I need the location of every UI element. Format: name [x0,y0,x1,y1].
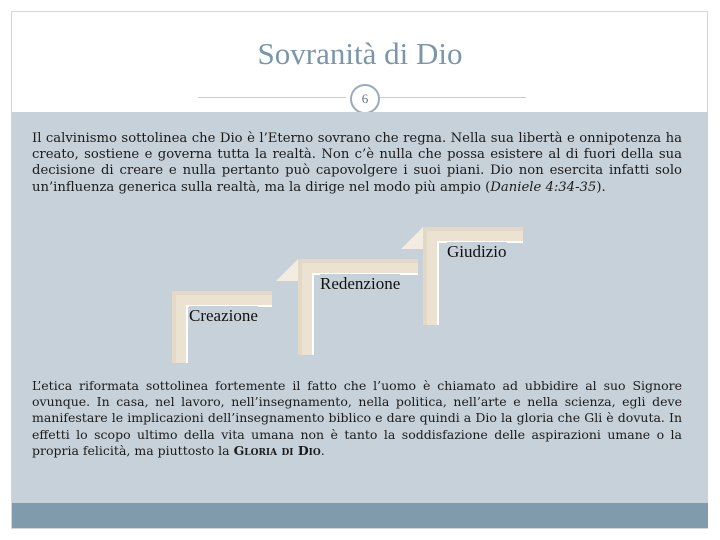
step-creazione [172,291,272,363]
step-label-creazione: Creazione [189,306,258,325]
ethics-text: L’etica riformata sottolinea fortemente il fatto che l’uomo è chiamato ad ubbidire al suo Signore ovunque. In casa, nel lavoro, nell’insegnamento, nella politica, nell’arte e nella scienza, egli deve manifestare le implicazioni dell’insegnamento biblico e dare quindi a Dio la gloria che Gli è dovuta. In effetti lo scopo ultimo della vita umana non è tanto la soddisfazione delle aspirazioni umane o la propria felicità, ma piuttosto la [32,378,682,458]
step-label-redenzione: Redenzione [320,274,401,293]
ethics-emphasis: Gloria di Dio [233,442,321,458]
intro-closing: ). [596,179,606,195]
footer-band [12,503,708,528]
title-divider-right [378,97,526,98]
page-number-badge [350,84,380,114]
intro-text: Il calvinismo sottolinea che Dio è l’Eterno sovrano che regna. Nella sua libertà e onnipotenza ha creato, sostiene e governa tutta la realtà. Non c’è nulla che possa esistere al di fuori della sua decisione di creare e nulla pertanto può capovolgere i suoi piani. Dio non esercita infatti solo un’influenza generica sulla realtà, ma la dirige nel modo più ampio ( [32,131,682,195]
intro-paragraph [32,131,682,196]
step-label-giudizio: Giudizio [447,242,507,261]
title-divider-left [198,97,346,98]
ethics-closing: . [320,442,325,458]
step-redenzione-corner [276,259,298,281]
scripture-reference: Daniele 4:34-35 [490,179,597,195]
page-number: 6 [361,91,369,106]
slide-title: Sovranità di Dio [257,36,463,71]
ethics-paragraph [32,378,682,459]
step-giudizio-corner [401,227,423,249]
